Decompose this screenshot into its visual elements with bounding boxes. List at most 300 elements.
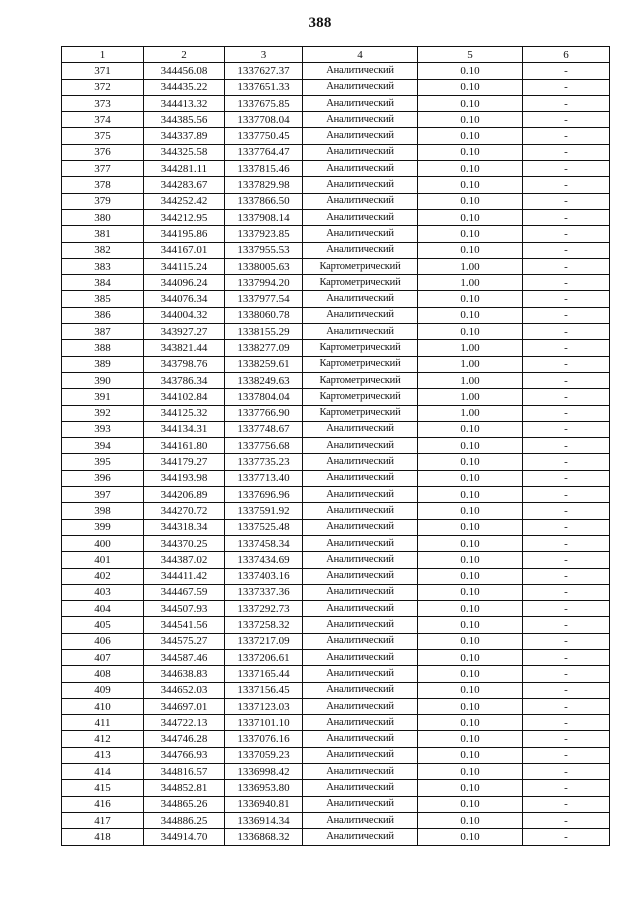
cell-y-coordinate: 1337627.37 <box>225 63 303 79</box>
cell-method: Аналитический <box>303 698 418 714</box>
table-row <box>62 177 610 193</box>
cell-method: Картометрический <box>303 372 418 388</box>
header-col-2: 2 <box>144 47 225 63</box>
cell-note: - <box>523 193 610 209</box>
cell-y-coordinate: 1336953.80 <box>225 780 303 796</box>
cell-point-number: 391 <box>62 389 144 405</box>
cell-method: Аналитический <box>303 535 418 551</box>
cell-accuracy: 0.10 <box>418 666 523 682</box>
table-row <box>62 584 610 600</box>
cell-accuracy: 0.10 <box>418 95 523 111</box>
cell-x-coordinate: 344587.46 <box>144 649 225 665</box>
cell-note: - <box>523 715 610 731</box>
cell-x-coordinate: 344722.13 <box>144 715 225 731</box>
cell-method: Аналитический <box>303 144 418 160</box>
cell-accuracy: 0.10 <box>418 470 523 486</box>
cell-accuracy: 1.00 <box>418 275 523 291</box>
cell-point-number: 408 <box>62 666 144 682</box>
cell-note: - <box>523 324 610 340</box>
cell-x-coordinate: 344270.72 <box>144 503 225 519</box>
header-col-3: 3 <box>225 47 303 63</box>
cell-point-number: 415 <box>62 780 144 796</box>
cell-method: Картометрический <box>303 275 418 291</box>
cell-note: - <box>523 454 610 470</box>
cell-x-coordinate: 344914.70 <box>144 829 225 845</box>
cell-point-number: 392 <box>62 405 144 421</box>
cell-point-number: 393 <box>62 421 144 437</box>
cell-note: - <box>523 666 610 682</box>
cell-x-coordinate: 344195.86 <box>144 226 225 242</box>
cell-note: - <box>523 95 610 111</box>
cell-y-coordinate: 1338005.63 <box>225 258 303 274</box>
cell-x-coordinate: 344193.98 <box>144 470 225 486</box>
cell-accuracy: 0.10 <box>418 209 523 225</box>
cell-accuracy: 0.10 <box>418 617 523 633</box>
cell-y-coordinate: 1337123.03 <box>225 698 303 714</box>
table-row <box>62 438 610 454</box>
cell-accuracy: 0.10 <box>418 63 523 79</box>
cell-note: - <box>523 649 610 665</box>
cell-note: - <box>523 112 610 128</box>
cell-point-number: 414 <box>62 764 144 780</box>
cell-note: - <box>523 372 610 388</box>
cell-point-number: 405 <box>62 617 144 633</box>
cell-method: Аналитический <box>303 95 418 111</box>
cell-method: Аналитический <box>303 633 418 649</box>
cell-point-number: 409 <box>62 682 144 698</box>
table-row <box>62 161 610 177</box>
table-row <box>62 63 610 79</box>
cell-y-coordinate: 1338060.78 <box>225 307 303 323</box>
cell-method: Аналитический <box>303 584 418 600</box>
cell-note: - <box>523 242 610 258</box>
cell-x-coordinate: 344697.01 <box>144 698 225 714</box>
cell-accuracy: 0.10 <box>418 193 523 209</box>
cell-x-coordinate: 344125.32 <box>144 405 225 421</box>
cell-y-coordinate: 1337675.85 <box>225 95 303 111</box>
cell-note: - <box>523 552 610 568</box>
cell-point-number: 389 <box>62 356 144 372</box>
cell-method: Аналитический <box>303 617 418 633</box>
cell-x-coordinate: 344746.28 <box>144 731 225 747</box>
cell-point-number: 406 <box>62 633 144 649</box>
cell-x-coordinate: 343786.34 <box>144 372 225 388</box>
cell-method: Аналитический <box>303 470 418 486</box>
cell-y-coordinate: 1337804.04 <box>225 389 303 405</box>
cell-y-coordinate: 1337696.96 <box>225 487 303 503</box>
cell-accuracy: 1.00 <box>418 258 523 274</box>
cell-accuracy: 0.10 <box>418 698 523 714</box>
cell-y-coordinate: 1337591.92 <box>225 503 303 519</box>
cell-method: Аналитический <box>303 307 418 323</box>
cell-x-coordinate: 343798.76 <box>144 356 225 372</box>
cell-y-coordinate: 1337766.90 <box>225 405 303 421</box>
cell-x-coordinate: 344206.89 <box>144 487 225 503</box>
table-row <box>62 666 610 682</box>
cell-y-coordinate: 1337217.09 <box>225 633 303 649</box>
table-row <box>62 698 610 714</box>
page-number: 388 <box>308 15 332 31</box>
cell-method: Аналитический <box>303 226 418 242</box>
cell-accuracy: 0.10 <box>418 438 523 454</box>
cell-x-coordinate: 344865.26 <box>144 796 225 812</box>
cell-accuracy: 0.10 <box>418 764 523 780</box>
table-row <box>62 209 610 225</box>
cell-point-number: 396 <box>62 470 144 486</box>
cell-x-coordinate: 344507.93 <box>144 601 225 617</box>
cell-method: Аналитический <box>303 177 418 193</box>
cell-accuracy: 1.00 <box>418 405 523 421</box>
cell-note: - <box>523 633 610 649</box>
cell-y-coordinate: 1337434.69 <box>225 552 303 568</box>
coordinates-table <box>61 46 610 846</box>
table-row <box>62 324 610 340</box>
table-row <box>62 291 610 307</box>
cell-point-number: 403 <box>62 584 144 600</box>
cell-x-coordinate: 343927.27 <box>144 324 225 340</box>
cell-y-coordinate: 1337750.45 <box>225 128 303 144</box>
cell-x-coordinate: 344387.02 <box>144 552 225 568</box>
cell-note: - <box>523 177 610 193</box>
cell-point-number: 418 <box>62 829 144 845</box>
table-row <box>62 796 610 812</box>
table-row <box>62 226 610 242</box>
cell-x-coordinate: 344852.81 <box>144 780 225 796</box>
table-header-row <box>62 47 610 63</box>
cell-point-number: 390 <box>62 372 144 388</box>
table-row <box>62 275 610 291</box>
table-row <box>62 633 610 649</box>
table-row <box>62 731 610 747</box>
cell-note: - <box>523 161 610 177</box>
cell-y-coordinate: 1338277.09 <box>225 340 303 356</box>
header-col-1: 1 <box>62 47 144 63</box>
cell-method: Аналитический <box>303 161 418 177</box>
cell-x-coordinate: 344325.58 <box>144 144 225 160</box>
cell-x-coordinate: 344004.32 <box>144 307 225 323</box>
cell-x-coordinate: 343821.44 <box>144 340 225 356</box>
table-row <box>62 128 610 144</box>
cell-x-coordinate: 344096.24 <box>144 275 225 291</box>
cell-method: Аналитический <box>303 666 418 682</box>
table-row <box>62 470 610 486</box>
cell-accuracy: 0.10 <box>418 633 523 649</box>
cell-point-number: 383 <box>62 258 144 274</box>
table-row <box>62 764 610 780</box>
cell-x-coordinate: 344456.08 <box>144 63 225 79</box>
cell-x-coordinate: 344283.67 <box>144 177 225 193</box>
cell-y-coordinate: 1337258.32 <box>225 617 303 633</box>
cell-point-number: 394 <box>62 438 144 454</box>
cell-x-coordinate: 344076.34 <box>144 291 225 307</box>
cell-note: - <box>523 487 610 503</box>
table-row <box>62 715 610 731</box>
cell-y-coordinate: 1337994.20 <box>225 275 303 291</box>
cell-method: Аналитический <box>303 682 418 698</box>
cell-y-coordinate: 1337829.98 <box>225 177 303 193</box>
cell-accuracy: 0.10 <box>418 682 523 698</box>
cell-x-coordinate: 344411.42 <box>144 568 225 584</box>
cell-y-coordinate: 1337908.14 <box>225 209 303 225</box>
cell-note: - <box>523 275 610 291</box>
table-row <box>62 193 610 209</box>
cell-x-coordinate: 344385.56 <box>144 112 225 128</box>
cell-point-number: 400 <box>62 535 144 551</box>
cell-note: - <box>523 780 610 796</box>
cell-note: - <box>523 682 610 698</box>
cell-note: - <box>523 79 610 95</box>
cell-note: - <box>523 438 610 454</box>
cell-x-coordinate: 344115.24 <box>144 258 225 274</box>
cell-accuracy: 0.10 <box>418 503 523 519</box>
cell-accuracy: 0.10 <box>418 649 523 665</box>
cell-y-coordinate: 1337525.48 <box>225 519 303 535</box>
cell-accuracy: 0.10 <box>418 177 523 193</box>
cell-y-coordinate: 1336940.81 <box>225 796 303 812</box>
cell-accuracy: 0.10 <box>418 307 523 323</box>
cell-method: Картометрический <box>303 340 418 356</box>
cell-y-coordinate: 1337955.53 <box>225 242 303 258</box>
cell-method: Картометрический <box>303 356 418 372</box>
cell-accuracy: 0.10 <box>418 226 523 242</box>
cell-method: Картометрический <box>303 258 418 274</box>
table-row <box>62 780 610 796</box>
cell-point-number: 413 <box>62 747 144 763</box>
cell-method: Аналитический <box>303 291 418 307</box>
cell-x-coordinate: 344167.01 <box>144 242 225 258</box>
cell-point-number: 384 <box>62 275 144 291</box>
cell-point-number: 399 <box>62 519 144 535</box>
cell-accuracy: 0.10 <box>418 112 523 128</box>
cell-note: - <box>523 470 610 486</box>
table-row <box>62 503 610 519</box>
cell-point-number: 378 <box>62 177 144 193</box>
cell-y-coordinate: 1338155.29 <box>225 324 303 340</box>
cell-method: Картометрический <box>303 405 418 421</box>
cell-note: - <box>523 389 610 405</box>
cell-y-coordinate: 1337815.46 <box>225 161 303 177</box>
cell-method: Аналитический <box>303 829 418 845</box>
cell-method: Аналитический <box>303 715 418 731</box>
cell-y-coordinate: 1337337.36 <box>225 584 303 600</box>
cell-method: Аналитический <box>303 796 418 812</box>
cell-point-number: 404 <box>62 601 144 617</box>
cell-point-number: 388 <box>62 340 144 356</box>
table-row <box>62 356 610 372</box>
cell-note: - <box>523 747 610 763</box>
header-col-5: 5 <box>418 47 523 63</box>
table-row <box>62 487 610 503</box>
table-row <box>62 747 610 763</box>
cell-x-coordinate: 344816.57 <box>144 764 225 780</box>
cell-point-number: 395 <box>62 454 144 470</box>
cell-method: Аналитический <box>303 747 418 763</box>
cell-method: Аналитический <box>303 601 418 617</box>
table-body <box>62 63 610 845</box>
cell-accuracy: 0.10 <box>418 731 523 747</box>
cell-accuracy: 1.00 <box>418 356 523 372</box>
cell-method: Аналитический <box>303 649 418 665</box>
cell-accuracy: 0.10 <box>418 812 523 828</box>
cell-method: Аналитический <box>303 79 418 95</box>
table-row <box>62 144 610 160</box>
table-row <box>62 617 610 633</box>
cell-y-coordinate: 1337403.16 <box>225 568 303 584</box>
cell-note: - <box>523 601 610 617</box>
cell-accuracy: 0.10 <box>418 242 523 258</box>
cell-point-number: 387 <box>62 324 144 340</box>
cell-y-coordinate: 1337977.54 <box>225 291 303 307</box>
cell-method: Аналитический <box>303 503 418 519</box>
cell-y-coordinate: 1337748.67 <box>225 421 303 437</box>
cell-note: - <box>523 617 610 633</box>
cell-y-coordinate: 1338259.61 <box>225 356 303 372</box>
cell-note: - <box>523 503 610 519</box>
cell-point-number: 416 <box>62 796 144 812</box>
cell-accuracy: 0.10 <box>418 584 523 600</box>
cell-x-coordinate: 344318.34 <box>144 519 225 535</box>
cell-accuracy: 0.10 <box>418 568 523 584</box>
cell-accuracy: 0.10 <box>418 421 523 437</box>
cell-x-coordinate: 344886.25 <box>144 812 225 828</box>
table-row <box>62 454 610 470</box>
table-row <box>62 79 610 95</box>
cell-accuracy: 0.10 <box>418 715 523 731</box>
cell-note: - <box>523 519 610 535</box>
table-row <box>62 307 610 323</box>
cell-accuracy: 0.10 <box>418 552 523 568</box>
cell-method: Аналитический <box>303 552 418 568</box>
cell-point-number: 417 <box>62 812 144 828</box>
cell-y-coordinate: 1337764.47 <box>225 144 303 160</box>
table-row <box>62 519 610 535</box>
cell-x-coordinate: 344541.56 <box>144 617 225 633</box>
cell-note: - <box>523 128 610 144</box>
table-row <box>62 552 610 568</box>
cell-y-coordinate: 1337206.61 <box>225 649 303 665</box>
cell-method: Картометрический <box>303 389 418 405</box>
cell-y-coordinate: 1337651.33 <box>225 79 303 95</box>
cell-y-coordinate: 1337923.85 <box>225 226 303 242</box>
cell-y-coordinate: 1337101.10 <box>225 715 303 731</box>
cell-y-coordinate: 1337076.16 <box>225 731 303 747</box>
table-row <box>62 112 610 128</box>
table-row <box>62 812 610 828</box>
cell-y-coordinate: 1337866.50 <box>225 193 303 209</box>
cell-point-number: 381 <box>62 226 144 242</box>
cell-accuracy: 0.10 <box>418 324 523 340</box>
cell-note: - <box>523 535 610 551</box>
cell-point-number: 377 <box>62 161 144 177</box>
cell-accuracy: 0.10 <box>418 747 523 763</box>
cell-x-coordinate: 344252.42 <box>144 193 225 209</box>
table-row <box>62 535 610 551</box>
cell-point-number: 372 <box>62 79 144 95</box>
cell-method: Аналитический <box>303 454 418 470</box>
cell-note: - <box>523 764 610 780</box>
cell-method: Аналитический <box>303 209 418 225</box>
cell-method: Аналитический <box>303 812 418 828</box>
cell-point-number: 412 <box>62 731 144 747</box>
cell-method: Аналитический <box>303 568 418 584</box>
cell-accuracy: 0.10 <box>418 780 523 796</box>
cell-y-coordinate: 1336868.32 <box>225 829 303 845</box>
cell-method: Аналитический <box>303 438 418 454</box>
cell-accuracy: 0.10 <box>418 487 523 503</box>
cell-method: Аналитический <box>303 324 418 340</box>
cell-note: - <box>523 812 610 828</box>
cell-y-coordinate: 1337756.68 <box>225 438 303 454</box>
cell-note: - <box>523 829 610 845</box>
cell-y-coordinate: 1337156.45 <box>225 682 303 698</box>
cell-note: - <box>523 340 610 356</box>
cell-accuracy: 0.10 <box>418 161 523 177</box>
cell-note: - <box>523 144 610 160</box>
cell-method: Аналитический <box>303 487 418 503</box>
cell-note: - <box>523 796 610 812</box>
cell-point-number: 402 <box>62 568 144 584</box>
cell-y-coordinate: 1337735.23 <box>225 454 303 470</box>
cell-note: - <box>523 291 610 307</box>
cell-point-number: 386 <box>62 307 144 323</box>
cell-note: - <box>523 63 610 79</box>
cell-x-coordinate: 344370.25 <box>144 535 225 551</box>
header-col-4: 4 <box>303 47 418 63</box>
cell-y-coordinate: 1336914.34 <box>225 812 303 828</box>
cell-x-coordinate: 344575.27 <box>144 633 225 649</box>
table-row <box>62 568 610 584</box>
cell-method: Аналитический <box>303 731 418 747</box>
cell-x-coordinate: 344638.83 <box>144 666 225 682</box>
cell-method: Аналитический <box>303 519 418 535</box>
cell-accuracy: 0.10 <box>418 291 523 307</box>
table-row <box>62 829 610 845</box>
cell-point-number: 373 <box>62 95 144 111</box>
cell-x-coordinate: 344179.27 <box>144 454 225 470</box>
cell-method: Аналитический <box>303 242 418 258</box>
cell-note: - <box>523 731 610 747</box>
cell-x-coordinate: 344337.89 <box>144 128 225 144</box>
cell-method: Аналитический <box>303 780 418 796</box>
cell-method: Аналитический <box>303 193 418 209</box>
cell-point-number: 375 <box>62 128 144 144</box>
cell-point-number: 401 <box>62 552 144 568</box>
cell-point-number: 371 <box>62 63 144 79</box>
table-row <box>62 340 610 356</box>
cell-accuracy: 0.10 <box>418 796 523 812</box>
cell-method: Аналитический <box>303 63 418 79</box>
cell-x-coordinate: 344161.80 <box>144 438 225 454</box>
cell-y-coordinate: 1337458.34 <box>225 535 303 551</box>
cell-note: - <box>523 584 610 600</box>
table-row <box>62 421 610 437</box>
cell-y-coordinate: 1337708.04 <box>225 112 303 128</box>
cell-y-coordinate: 1337292.73 <box>225 601 303 617</box>
table-row <box>62 682 610 698</box>
cell-point-number: 410 <box>62 698 144 714</box>
cell-note: - <box>523 356 610 372</box>
table-row <box>62 242 610 258</box>
cell-x-coordinate: 344134.31 <box>144 421 225 437</box>
cell-point-number: 374 <box>62 112 144 128</box>
cell-note: - <box>523 258 610 274</box>
cell-x-coordinate: 344435.22 <box>144 79 225 95</box>
cell-y-coordinate: 1337165.44 <box>225 666 303 682</box>
cell-note: - <box>523 405 610 421</box>
table-row <box>62 601 610 617</box>
cell-point-number: 379 <box>62 193 144 209</box>
cell-note: - <box>523 568 610 584</box>
